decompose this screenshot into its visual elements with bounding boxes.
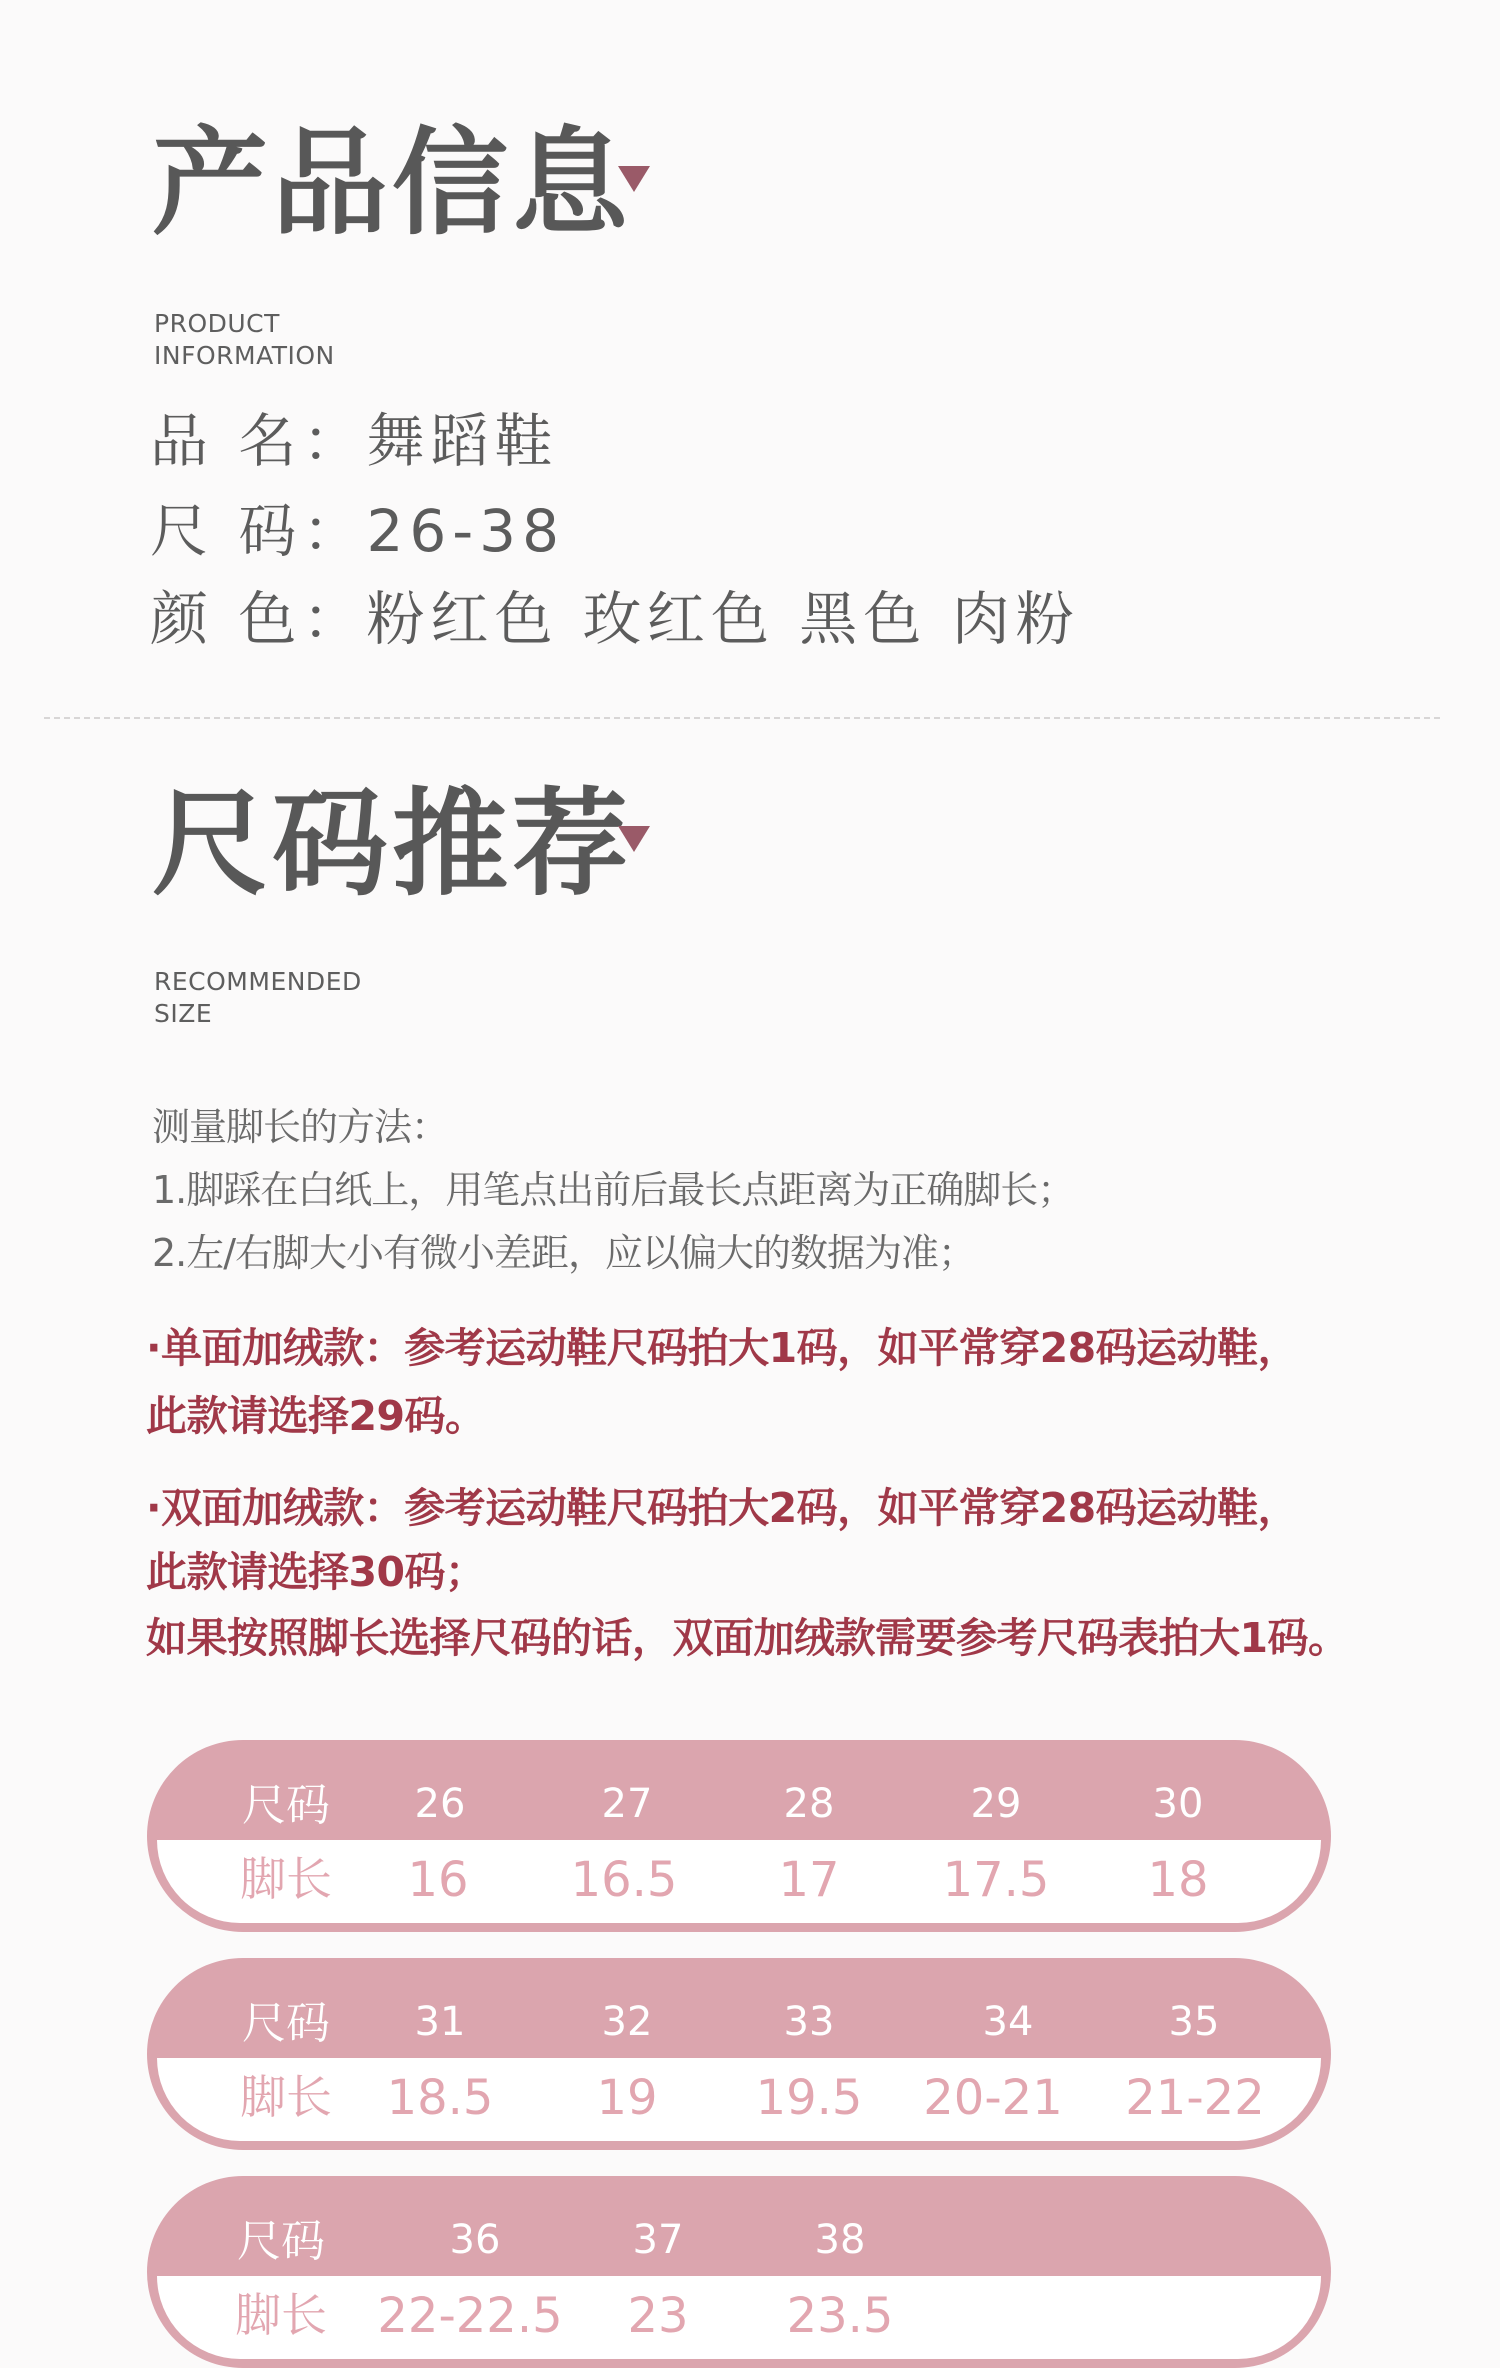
note-double-fleece: ·双面加绒款：参考运动鞋尺码拍大2码，如平常穿28码运动鞋， xyxy=(146,1484,1299,1532)
measure-heading: 测量脚长的方法： xyxy=(152,1105,449,1149)
section-divider xyxy=(44,717,1440,719)
foot-length-label: 脚长 xyxy=(240,2070,332,2124)
size-table xyxy=(147,2176,1331,2368)
info-value: 26-38 xyxy=(366,497,565,565)
foot-length-label: 脚长 xyxy=(240,1852,332,1906)
size-cell: 29 xyxy=(970,1781,1022,1827)
size-label: 尺码 xyxy=(242,1780,330,1831)
subtitle-line: SIZE xyxy=(154,999,213,1028)
foot-length-cell: 23 xyxy=(627,2288,689,2344)
subtitle-line: PRODUCT xyxy=(154,309,280,338)
info-label: 品 名： xyxy=(150,407,367,475)
info-value: 粉红色 玫红色 黑色 肉粉 xyxy=(366,585,1080,653)
foot-length-cell: 23.5 xyxy=(786,2288,894,2344)
size-cell: 35 xyxy=(1168,1999,1220,2045)
size-cell: 27 xyxy=(601,1781,653,1827)
foot-length-cell: 22-22.5 xyxy=(377,2288,563,2344)
foot-length-cell: 18.5 xyxy=(386,2070,494,2126)
size-cell: 36 xyxy=(449,2217,501,2263)
info-label: 尺 码： xyxy=(150,497,367,565)
foot-length-cell: 16 xyxy=(407,1852,469,1908)
foot-length-cell: 17 xyxy=(778,1852,840,1908)
size-cell: 28 xyxy=(783,1781,835,1827)
measure-step: 2.左/右脚大小有微小差距，应以偏大的数据为准； xyxy=(152,1231,976,1275)
size-recommend-title: 尺码推荐 xyxy=(152,777,632,912)
size-cell: 26 xyxy=(414,1781,466,1827)
info-row-color xyxy=(150,585,1080,653)
info-row-name xyxy=(150,407,559,475)
size-cell: 34 xyxy=(982,1999,1034,2045)
foot-length-cell: 19.5 xyxy=(755,2070,863,2126)
note-foot-length-tip: 如果按照脚长选择尺码的话，双面加绒款需要参考尺码表拍大1码。 xyxy=(146,1614,1349,1662)
size-label: 尺码 xyxy=(237,2216,325,2267)
info-value: 舞蹈鞋 xyxy=(366,407,559,475)
size-recommend-subtitle xyxy=(154,966,362,1030)
foot-length-cell: 20-21 xyxy=(923,2070,1063,2126)
foot-length-cell: 17.5 xyxy=(942,1852,1050,1908)
size-cell: 30 xyxy=(1152,1781,1204,1827)
subtitle-line: INFORMATION xyxy=(154,341,335,370)
size-table xyxy=(147,1958,1331,2150)
size-table xyxy=(147,1740,1331,1932)
foot-length-cell: 21-22 xyxy=(1125,2070,1265,2126)
product-info-title: 产品信息 xyxy=(152,116,632,251)
size-cell: 31 xyxy=(414,1999,466,2045)
size-cell: 37 xyxy=(632,2217,684,2263)
note-double-fleece-cont: 此款请选择30码； xyxy=(146,1548,486,1596)
measure-step: 1.脚踩在白纸上，用笔点出前后最长点距离为正确脚长； xyxy=(152,1168,1075,1212)
foot-length-cell: 16.5 xyxy=(570,1852,678,1908)
note-single-fleece: ·单面加绒款：参考运动鞋尺码拍大1码，如平常穿28码运动鞋， xyxy=(146,1324,1299,1372)
triangle-down-icon xyxy=(618,826,650,852)
info-label: 颜 色： xyxy=(150,585,367,653)
triangle-down-icon xyxy=(618,166,650,192)
foot-length-cell: 19 xyxy=(596,2070,658,2126)
size-label: 尺码 xyxy=(242,1998,330,2049)
size-cell: 33 xyxy=(783,1999,835,2045)
size-cell: 32 xyxy=(601,1999,653,2045)
info-row-size xyxy=(150,497,565,565)
product-info-subtitle xyxy=(154,308,335,372)
subtitle-line: RECOMMENDED xyxy=(154,967,362,996)
size-table-body xyxy=(157,2276,1321,2359)
foot-length-label: 脚长 xyxy=(235,2288,327,2342)
note-single-fleece-cont: 此款请选择29码。 xyxy=(146,1392,486,1440)
foot-length-cell: 18 xyxy=(1147,1852,1209,1908)
size-cell: 38 xyxy=(814,2217,866,2263)
